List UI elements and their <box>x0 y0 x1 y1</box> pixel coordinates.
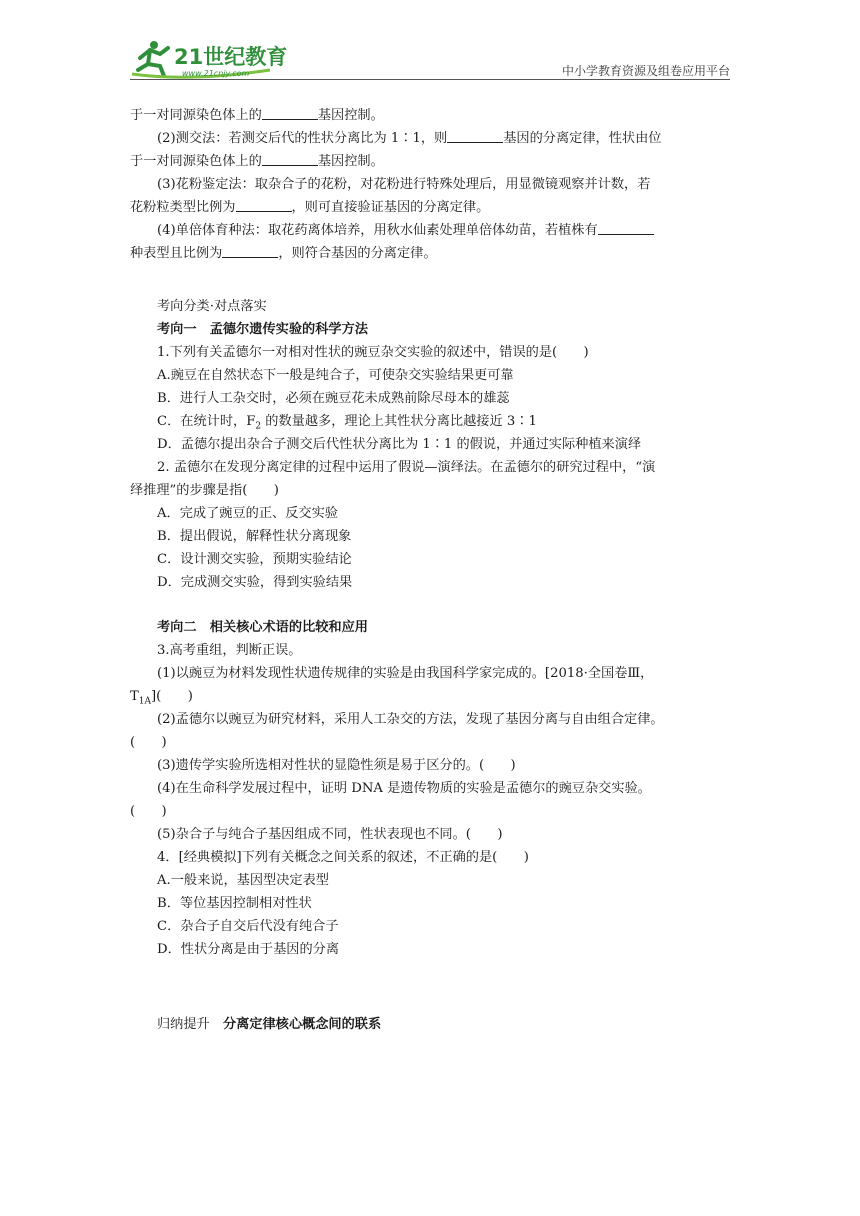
judge-item-cont: ( ) <box>130 735 167 750</box>
judge-item: (1)以豌豆为材料发现性状遗传规律的实验是由我国科学家完成的。[2018·全国卷Ⅲ， <box>157 666 654 681</box>
method-line: 于一对同源染色体上的 基因控制。 <box>130 154 384 169</box>
method-line: (3)花粉鉴定法：取杂合子的花粉，对花粉进行特殊处理后，用显微镜观察并计数，若 <box>157 177 651 192</box>
answer-blank <box>262 152 318 166</box>
option-c: C．在统计时，$F_2$ 的数量越多，理论上其性状分离比越接近 3∶1 <box>157 414 537 432</box>
option-b: B．进行人工杂交时，必须在豌豆花未成熟前除尽母本的雄蕊 <box>157 391 510 406</box>
judge-item: (3)遗传学实验所选相对性状的显隐性须是易于区分的。( ) <box>157 758 516 773</box>
header-divider <box>130 79 730 80</box>
svg-text:21世纪教育: 21世纪教育 <box>174 45 288 69</box>
direction-1-title: 考向一 孟德尔遗传实验的科学方法 <box>157 322 368 337</box>
judge-item-cont: ( ) <box>130 804 167 819</box>
method-line: (4)单倍体育种法：取花药离体培养，用秋水仙素处理单倍体幼苗，若植株有 <box>130 219 730 242</box>
platform-name: 中小学教育资源及组卷应用平台 <box>561 64 730 78</box>
option-d: D．完成测交实验，得到实验结果 <box>157 575 353 590</box>
answer-blank <box>447 129 503 143</box>
answer-blank <box>222 244 278 258</box>
option-d: D．性状分离是由于基因的分离 <box>157 942 340 957</box>
site-logo <box>130 36 300 80</box>
judge-item: (5)杂合子与纯合子基因组成不同，性状表现也不同。( ) <box>157 827 503 842</box>
summary-heading: 归纳提升 分离定律核心概念间的联系 <box>157 1017 382 1032</box>
question-1: 1.下列有关孟德尔一对相对性状的豌豆杂交实验的叙述中，错误的是( ) <box>157 345 589 360</box>
method-line: (2)测交法：若测交后代的性状分离比为 1∶1，则 基因的分离定律，性状由位 <box>157 131 662 146</box>
question-2-cont: 绎推理”的步骤是指( ) <box>130 483 279 498</box>
document-body <box>130 104 730 1036</box>
answer-blank <box>236 198 292 212</box>
method-line: 种表型且比例为 ，则符合基因的分离定律。 <box>130 246 437 261</box>
answer-blank <box>262 106 318 120</box>
question-4: 4．[经典模拟]下列有关概念之间关系的叙述，不正确的是( ) <box>157 850 529 865</box>
judge-item: (4)在生命科学发展过程中，证明 DNA 是遗传物质的实验是孟德尔的豌豆杂交实验。 <box>157 781 651 796</box>
option-a: A.豌豆在自然状态下一般是纯合子，可使杂交实验结果更可靠 <box>157 368 514 383</box>
question-3: 3.高考重组，判断正误。 <box>157 643 302 658</box>
option-d: D．孟德尔提出杂合子测交后代性状分离比为 1∶1 的假说，并通过实际种植来演绎 <box>157 437 642 452</box>
method-line: 花粉粒类型比例为 ，则可直接验证基因的分离定律。 <box>130 200 490 215</box>
section-title: 考向分类·对点落实 <box>157 299 267 314</box>
option-c: C．杂合子自交后代没有纯合子 <box>157 919 339 934</box>
method-line: 于一对同源染色体上的 基因控制。 <box>130 108 384 123</box>
page-header <box>130 36 730 80</box>
judge-item: (2)孟德尔以豌豆为研究材料，采用人工杂交的方法，发现了基因分离与自由组合定律。 <box>157 712 664 727</box>
direction-2-title: 考向二 相关核心术语的比较和应用 <box>157 620 368 635</box>
answer-blank <box>598 221 654 235</box>
svg-text:www.21cnjy.com: www.21cnjy.com <box>182 69 250 78</box>
question-2: 2. 孟德尔在发现分离定律的过程中运用了假说—演绎法。在孟德尔的研究过程中，“演 <box>157 460 656 475</box>
option-b: B．等位基因控制相对性状 <box>157 896 312 911</box>
option-b: B．提出假说，解释性状分离现象 <box>157 529 352 544</box>
option-c: C．设计测交实验，预期实验结论 <box>157 552 352 567</box>
option-a: A．完成了豌豆的正、反交实验 <box>157 506 338 521</box>
judge-item-cont: $T_{1A}$]( ) <box>130 689 193 707</box>
option-a: A.一般来说，基因型决定表型 <box>157 873 329 888</box>
